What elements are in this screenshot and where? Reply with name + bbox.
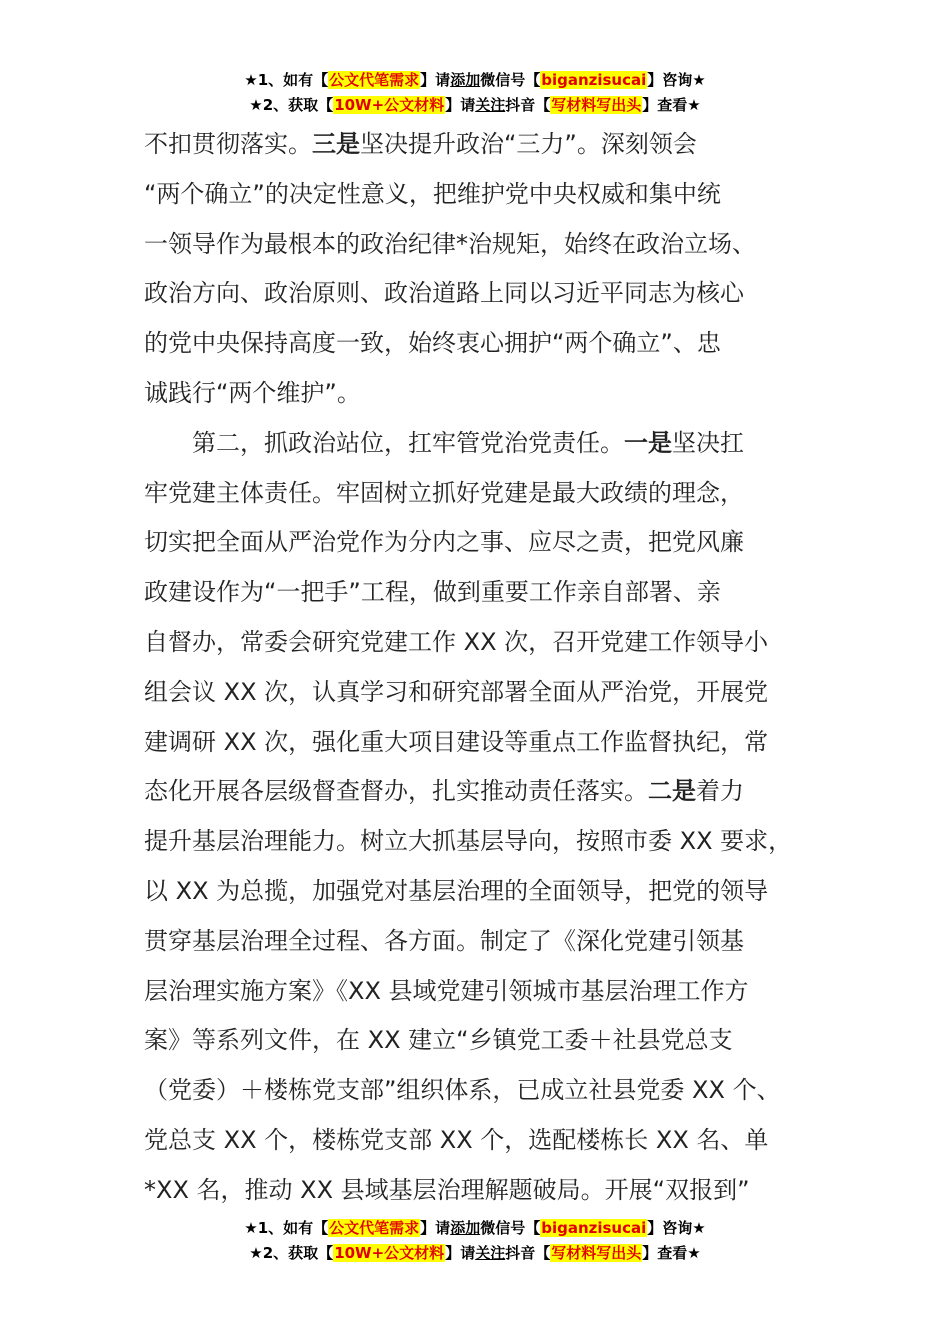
banner-text: 】请	[420, 71, 451, 89]
underlined-text: 添加	[450, 71, 481, 89]
body-line: 态化开展各层级督查督办，扎实推动责任落实。二是着力	[144, 777, 744, 806]
header-banner	[0, 68, 950, 118]
highlight-wechat-id: biganzisucai	[541, 1219, 647, 1237]
body-line: 自督办，常委会研究党建工作 XX 次，召开党建工作领导小	[144, 627, 769, 656]
body-line: 组会议 XX 次，认真学习和研究部署全面从严治党，开展党	[144, 677, 769, 706]
banner-text: ★1、如有【	[244, 71, 329, 89]
footer-banner	[0, 1216, 950, 1266]
body-line: 牢党建主体责任。牢固树立抓好党建是最大政绩的理念，	[144, 478, 744, 507]
highlight-wechat-id: biganzisucai	[541, 71, 647, 89]
body-line: 建调研 XX 次，强化重大项目建设等重点工作监督执纪，常	[144, 727, 769, 756]
banner-text: 】查看★	[642, 1244, 701, 1262]
highlight-ghostwriting: 公文代笔需求	[329, 1219, 420, 1237]
body-line: 切实把全面从严治党作为分内之事、应尽之责，把党风廉	[144, 528, 744, 557]
body-line: 一领导作为最根本的政治纪律*治规矩，始终在政治立场、	[144, 229, 756, 258]
highlight-materials: 10W+公文材料	[334, 1244, 445, 1262]
body-line: （党委）＋楼栋党支部”组织体系，已成立社县党委 XX 个、	[144, 1076, 781, 1105]
body-line: 以 XX 为总揽，加强党对基层治理的全面领导，把党的领导	[144, 876, 769, 905]
banner-text: 】请	[420, 1219, 451, 1237]
document-body	[144, 120, 834, 1216]
banner-text: 微信号【	[480, 1219, 541, 1237]
banner-text: 】咨询★	[647, 71, 706, 89]
highlight-ghostwriting: 公文代笔需求	[329, 71, 420, 89]
highlight-materials: 10W+公文材料	[334, 96, 445, 114]
body-line: 提升基层治理能力。树立大抓基层导向，按照市委 XX 要求，	[144, 827, 793, 856]
underlined-text: 关注	[475, 96, 506, 114]
bold-marker: 三是	[312, 130, 360, 158]
body-line: 诚践行“两个维护”。	[144, 378, 361, 407]
bold-marker: 二是	[648, 777, 696, 806]
banner-text: 抖音【	[505, 1244, 551, 1262]
banner-text: ★2、获取【	[249, 96, 334, 114]
banner-text: 微信号【	[480, 71, 541, 89]
body-line: 贯穿基层治理全过程、各方面。制定了《深化党建引领基	[144, 926, 744, 955]
body-line: 政建设作为“一把手”工程，做到重要工作亲自部署、亲	[144, 578, 721, 607]
underlined-text: 添加	[450, 1219, 481, 1237]
body-line: 政治方向、政治原则、政治道路上同以习近平同志为核心	[144, 279, 744, 308]
banner-text: ★1、如有【	[244, 1219, 329, 1237]
banner-line-1	[0, 1216, 950, 1241]
banner-text: 】请	[445, 1244, 476, 1262]
bold-marker: 一是	[624, 428, 672, 457]
banner-text: ★2、获取【	[249, 1244, 334, 1262]
highlight-douyin-account: 写材料写出头	[551, 1244, 642, 1262]
banner-text: 】咨询★	[647, 1219, 706, 1237]
banner-line-2	[0, 93, 950, 118]
body-line: 案》等系列文件，在 XX 建立“乡镇党工委＋社县党总支	[144, 1026, 733, 1055]
body-line: “两个确立”的决定性意义，把维护党中央权威和集中统	[144, 179, 721, 208]
underlined-text: 关注	[475, 1244, 506, 1262]
banner-text: 抖音【	[505, 96, 551, 114]
body-line: 层治理实施方案》《XX 县域党建引领城市基层治理工作方	[144, 976, 749, 1005]
body-line: *XX 名，推动 XX 县域基层治理解题破局。开展“双报到”	[144, 1175, 750, 1204]
body-line: 党总支 XX 个，楼栋党支部 XX 个，选配楼栋长 XX 名、单	[144, 1125, 769, 1154]
banner-text: 】请	[445, 96, 476, 114]
body-line: 的党中央保持高度一致，始终衷心拥护“两个确立”、忠	[144, 329, 721, 358]
banner-line-1	[0, 68, 950, 93]
highlight-douyin-account: 写材料写出头	[551, 96, 642, 114]
banner-text: 】查看★	[642, 96, 701, 114]
body-line: 不扣贯彻落实。三是坚决提升政治“三力”。深刻领会	[144, 130, 697, 158]
banner-line-2	[0, 1241, 950, 1266]
section-heading-line: 第二，抓政治站位，扛牢管党治党责任。一是坚决扛	[192, 428, 744, 457]
